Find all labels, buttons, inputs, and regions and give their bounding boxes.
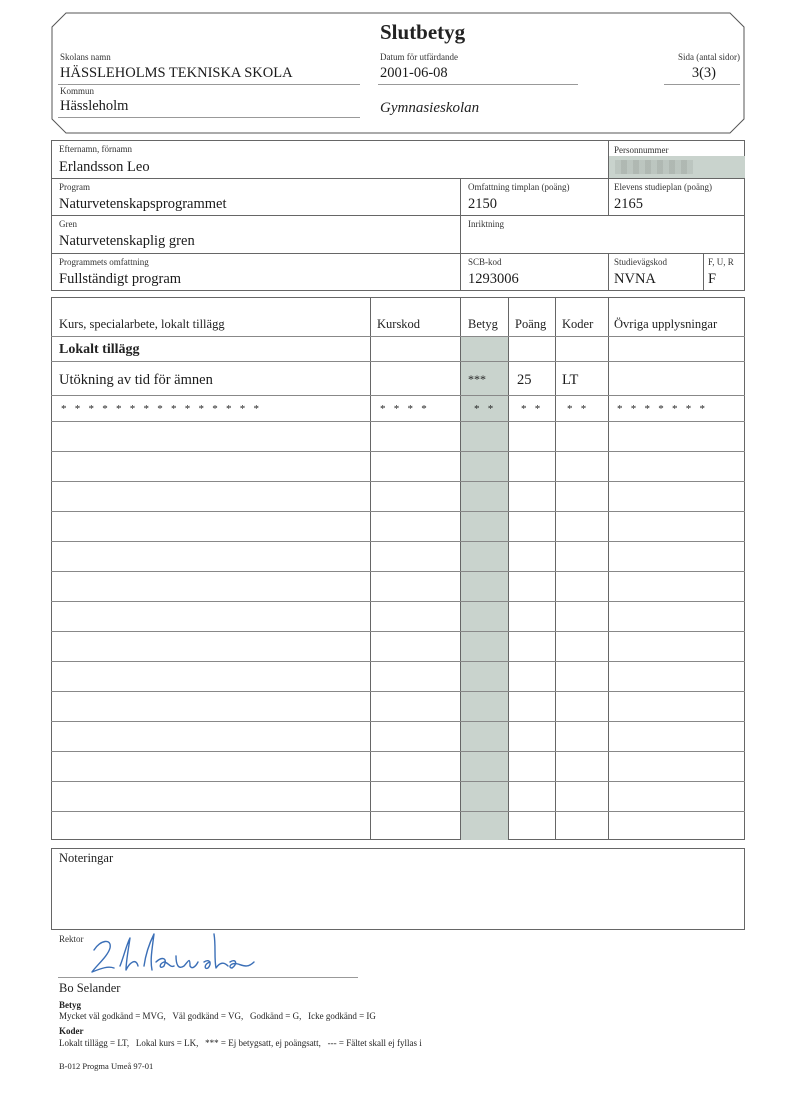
table-row-rule [51, 361, 745, 362]
program-value: Naturvetenskapsprogrammet [59, 196, 227, 212]
scb-label: SCB-kod [468, 257, 502, 267]
table-row-rule [51, 571, 745, 572]
studieplan-value: 2165 [614, 196, 643, 212]
header-points: Poäng [515, 317, 547, 331]
school-type: Gymnasieskolan [380, 100, 480, 116]
scb-value: 1293006 [468, 271, 519, 287]
stars-points: * * [521, 403, 541, 415]
row-course: Utökning av tid för ämnen [59, 372, 213, 388]
table-row-rule [51, 395, 745, 396]
studievag-value: NVNA [614, 271, 656, 287]
rektor-name: Bo Selander [59, 981, 121, 995]
section-title: Lokalt tillägg [59, 342, 140, 357]
fur-value: F [708, 271, 717, 287]
notes-label: Noteringar [59, 851, 114, 865]
table-row-rule [51, 541, 745, 542]
stars-course: * * * * * * * * * * * * * * * [61, 403, 259, 415]
table-row-rule [51, 511, 745, 512]
row-koder: LT [562, 372, 579, 388]
studievag-label: Studievägskod [614, 257, 667, 267]
timplan-label: Omfattning timplan (poäng) [468, 182, 570, 192]
header-other: Övriga upplysningar [614, 317, 718, 331]
header-grade: Betyg [468, 317, 498, 331]
table-row-rule [51, 481, 745, 482]
omfattning-value: Fullständigt program [59, 271, 182, 287]
table-row-rule [51, 751, 745, 752]
table-row-rule [51, 781, 745, 782]
betyg-text: Mycket väl godkänd = MVG, Väl godkänd = VG, Godkänd = G, Icke godkänd = IG [59, 1011, 376, 1021]
stars-grade: * * [474, 403, 494, 415]
header-course: Kurs, specialarbete, lokalt tillägg [59, 317, 225, 331]
row-points: 25 [517, 372, 532, 388]
date-value: 2001-06-08 [380, 65, 448, 81]
program-label: Program [59, 182, 90, 192]
name-label: Efternamn, förnamn [59, 144, 132, 154]
form-id: B-012 Progma Umeå 97-01 [59, 1061, 154, 1071]
omfattning-label: Programmets omfattning [59, 257, 149, 267]
stars-koder: * * [567, 403, 587, 415]
gren-label: Gren [59, 219, 77, 229]
table-row-rule [51, 336, 745, 337]
name-value: Erlandsson Leo [59, 159, 150, 175]
page-value: 3(3) [691, 65, 716, 81]
table-row-rule [51, 451, 745, 452]
notes-box [51, 848, 745, 930]
koder-title: Koder [59, 1026, 84, 1036]
page-label: Sida (antal sidor) [678, 52, 740, 62]
fur-label: F, U, R [708, 257, 734, 267]
header-koder: Koder [562, 317, 594, 331]
header-code: Kurskod [377, 317, 421, 331]
table-row-rule [51, 811, 745, 812]
timplan-value: 2150 [468, 196, 497, 212]
table-row-rule [51, 691, 745, 692]
table-row-rule [51, 721, 745, 722]
table-row-rule [51, 601, 745, 602]
kommun-value: Hässleholm [60, 98, 129, 114]
page-title: Slutbetyg [380, 20, 466, 44]
inriktning-label: Inriktning [468, 219, 504, 229]
school-label: Skolans namn [60, 52, 111, 62]
school-value: HÄSSLEHOLMS TEKNISKA SKOLA [60, 65, 293, 81]
stars-other: * * * * * * * [617, 403, 705, 415]
gren-value: Naturvetenskaplig gren [59, 233, 195, 249]
row-grade: *** [468, 372, 486, 386]
table-row-rule [51, 661, 745, 662]
pnr-redacted [615, 160, 693, 174]
stars-code: * * * * [380, 403, 427, 415]
studieplan-label: Elevens studieplan (poäng) [614, 182, 712, 192]
pnr-label: Personnummer [614, 145, 669, 155]
date-label: Datum för utfärdande [380, 52, 458, 62]
rektor-signature [80, 922, 270, 980]
table-row-rule [51, 631, 745, 632]
betyg-title: Betyg [59, 1000, 81, 1010]
table-row-rule [51, 421, 745, 422]
kommun-label: Kommun [60, 86, 95, 96]
rektor-label: Rektor [59, 934, 84, 944]
koder-text: Lokalt tillägg = LT, Lokal kurs = LK, *** = Ej betygsatt, ej poängsatt, --- = Fältet skall ej fyllas i [59, 1038, 422, 1048]
